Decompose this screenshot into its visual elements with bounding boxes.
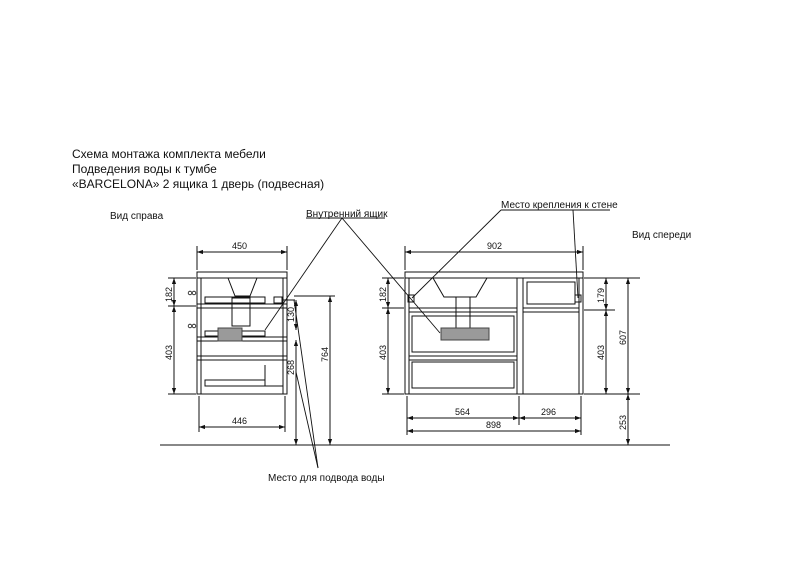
title-line-2: Подведения воды к тумбе [72,162,217,176]
water-supply-callout: Место для подвода воды [268,473,385,484]
wall-mount-callout: Место крепления к стене [501,200,618,211]
dim-side-drawer-height: 403 [164,344,174,360]
dim-side-pipe-high: 130 [286,306,296,322]
dim-front-drawer-height: 403 [378,344,388,360]
dim-side-bottom-width: 446 [232,416,248,426]
front-view-label: Вид спереди [632,230,692,241]
dim-front-right-top: 179 [596,287,606,303]
title-line-1: Схема монтажа комплекта мебели [72,147,266,161]
dim-side-pipe-floor: 764 [320,346,330,362]
dim-side-top-height: 182 [164,286,174,302]
dim-front-door-width: 296 [541,407,557,417]
dim-front-right-body: 403 [596,344,606,360]
front-view-cabinet [405,272,583,394]
dim-side-top-width: 450 [232,241,248,251]
title-line-3: «BARCELONA» 2 ящика 1 дверь (подвесная) [72,177,325,191]
dim-front-floor-gap: 253 [618,414,628,430]
dim-front-drawer-width: 564 [455,407,471,417]
side-view-label: Вид справа [110,211,164,222]
leader-lines [265,210,610,468]
dim-front-top-height: 182 [378,286,388,302]
inner-drawer-callout: Внутренний ящик [306,209,388,220]
dim-side-pipe-low: 268 [286,359,296,375]
dim-front-total-height: 607 [618,329,628,345]
dim-front-top-width: 902 [487,241,503,251]
dim-front-bottom-width: 898 [486,420,502,430]
